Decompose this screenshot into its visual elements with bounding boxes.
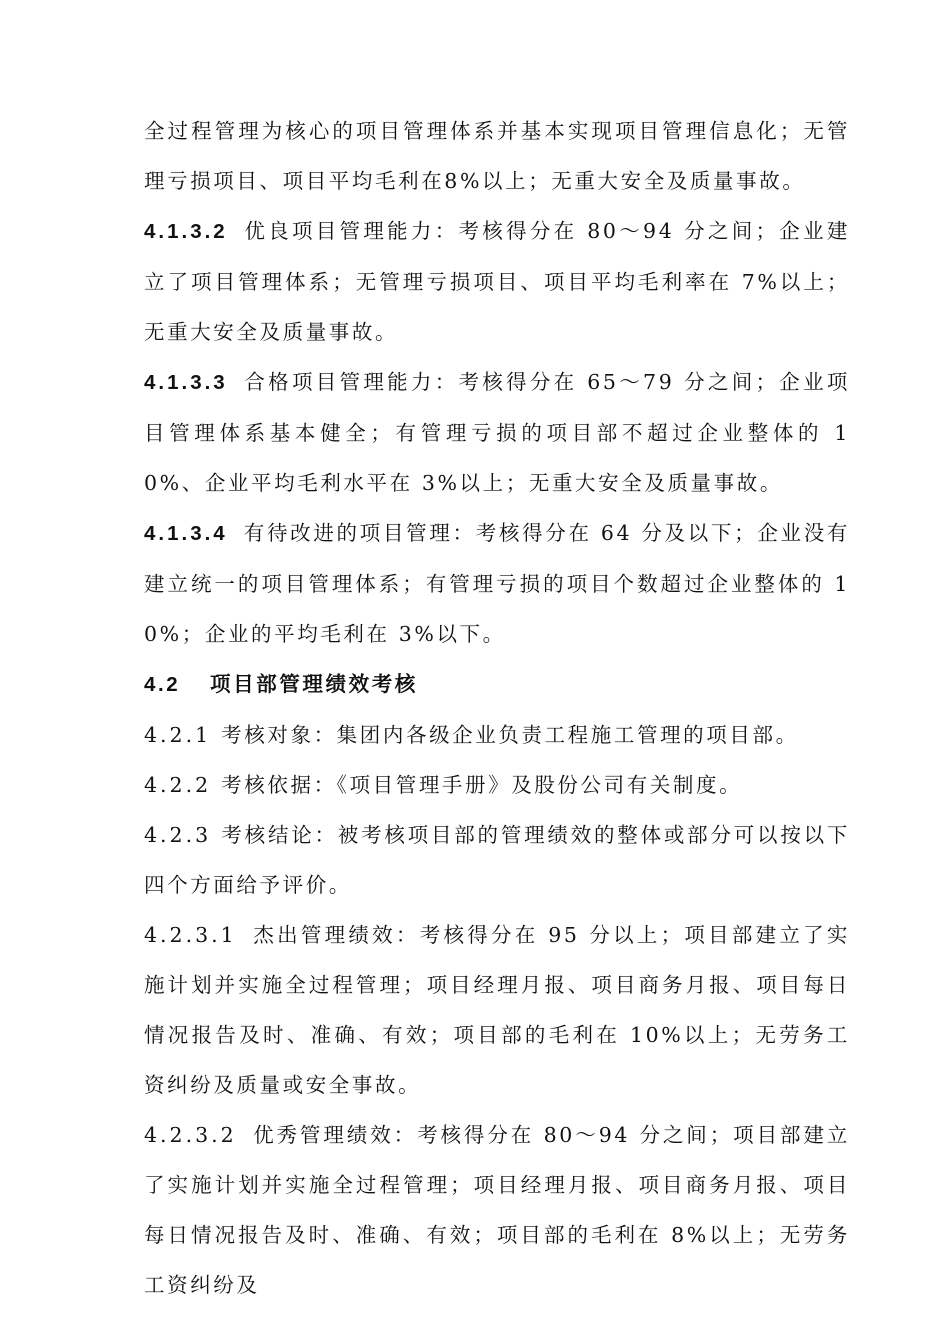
- clause-number: 4.2.3.1: [144, 923, 237, 947]
- clause-number: 4.2.3: [144, 823, 212, 847]
- clause-number: 4.1.3.3: [144, 371, 228, 394]
- clause-text: 考核依据：《项目管理手册》及股份公司有关制度。: [221, 773, 743, 797]
- document-page: [144, 106, 850, 1310]
- clause-4-2-2: [144, 760, 850, 810]
- section-title: 项目部管理绩效考核: [210, 672, 418, 696]
- clause-4-2-3-2: [144, 1110, 850, 1310]
- clause-4-1-3-4: [144, 508, 850, 659]
- clause-number: 4.1.3.4: [144, 522, 228, 545]
- section-number: 4.2: [144, 673, 181, 696]
- paragraph-continuation: [144, 106, 850, 206]
- clause-4-1-3-2: [144, 206, 850, 357]
- clause-number: 4.2.3.2: [144, 1123, 237, 1147]
- clause-text: 杰出管理绩效：考核得分在 95 分以上；项目部建立了实施计划并实施全过程管理；项目经理月报、项目商务月报、项目每日情况报告及时、准确、有效；项目部的毛利在 10%以上；无劳务工资纠纷及质量或安全事故。: [144, 923, 850, 1097]
- clause-text: 合格项目管理能力：考核得分在 65～79 分之间；企业项目管理体系基本健全；有管理亏损的项目部不超过企业整体的 10%、企业平均毛利水平在 3%以上；无重大安全及质量事故。: [144, 370, 850, 495]
- clause-text: 考核对象：集团内各级企业负责工程施工管理的项目部。: [221, 723, 799, 747]
- clause-4-1-3-3: [144, 357, 850, 508]
- clause-text: 有待改进的项目管理：考核得分在 64 分及以下；企业没有建立统一的项目管理体系；有管理亏损的项目个数超过企业整体的 10%；企业的平均毛利在 3%以下。: [144, 521, 850, 646]
- paragraph-text: 全过程管理为核心的项目管理体系并基本实现项目管理信息化；无管理亏损项目、项目平均毛利在8%以上；无重大安全及质量事故。: [144, 119, 850, 193]
- section-heading-4-2: [144, 659, 850, 710]
- clause-text: 考核结论：被考核项目部的管理绩效的整体或部分可以按以下四个方面给予评价。: [144, 823, 850, 897]
- clause-text: 优秀管理绩效：考核得分在 80～94 分之间；项目部建立了实施计划并实施全过程管理；项目经理月报、项目商务月报、项目每日情况报告及时、准确、有效；项目部的毛利在 8%以上；无劳务工资纠纷及: [144, 1123, 850, 1297]
- clause-4-2-3-1: [144, 910, 850, 1110]
- clause-number: 4.2.2: [144, 773, 212, 797]
- clause-4-2-3: [144, 810, 850, 910]
- clause-number: 4.2.1: [144, 723, 212, 747]
- clause-number: 4.1.3.2: [144, 220, 228, 243]
- clause-text: 优良项目管理能力：考核得分在 80～94 分之间；企业建立了项目管理体系；无管理亏损项目、项目平均毛利率在 7%以上；无重大安全及质量事故。: [144, 219, 850, 344]
- clause-4-2-1: [144, 710, 850, 760]
